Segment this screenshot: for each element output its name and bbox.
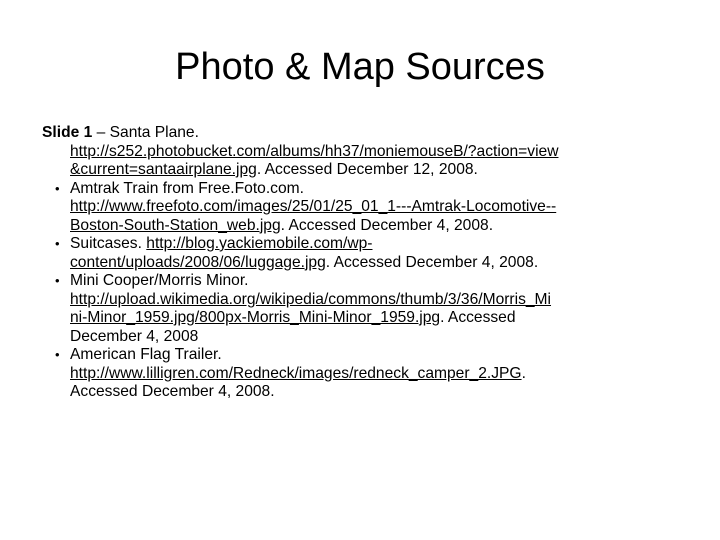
entry-text: Amtrak Train from Free.Foto.com. xyxy=(70,179,304,197)
source-link-amtrak-1[interactable]: http://www.freefoto.com/images/25/01/25_01_1---Amtrak-Locomotive-- xyxy=(70,198,557,215)
entry-accessed: . xyxy=(521,364,526,382)
source-link-amtrak-2[interactable]: Boston-South-Station_web.jpg xyxy=(70,216,281,234)
source-link-santa-plane-2[interactable]: &current=santaairplane.jpg xyxy=(70,161,257,178)
source-link-suitcases-2[interactable]: content/uploads/2008/06/luggage.jpg xyxy=(70,253,326,271)
bullet-icon: • xyxy=(55,180,60,196)
entry-text: American Flag Trailer. xyxy=(70,346,222,363)
entry-accessed-date: December 4, 2008 xyxy=(70,327,199,345)
entry-lead-label: Slide 1 xyxy=(42,124,93,141)
sources-list xyxy=(42,124,682,402)
entry-accessed-date: Accessed December 4, 2008. xyxy=(70,383,275,400)
entry-accessed: . Accessed December 4, 2008. xyxy=(280,216,494,234)
source-entry-amtrak xyxy=(42,180,682,236)
source-entry-flag-trailer xyxy=(42,346,682,402)
source-link-flag-trailer[interactable]: http://www.lilligren.com/Redneck/images/redneck_camper_2.JPG xyxy=(70,364,522,382)
bullet-icon: • xyxy=(55,273,60,288)
entry-text: Suitcases. xyxy=(70,235,147,252)
source-entry-suitcases xyxy=(42,235,682,272)
entry-accessed: . Accessed December 4, 2008. xyxy=(325,253,539,271)
bullet-icon: • xyxy=(55,236,60,251)
entry-accessed: . Accessed December 12, 2008. xyxy=(256,161,478,178)
source-link-santa-plane-1[interactable]: http://s252.photobucket.com/albums/hh37/moniemouseB/?action=view xyxy=(70,142,559,160)
bullet-icon: • xyxy=(55,347,60,362)
entry-accessed: . Accessed xyxy=(440,309,516,326)
source-link-mini-cooper-1[interactable]: http://upload.wikimedia.org/wikipedia/commons/thumb/3/36/Morris_Mi xyxy=(70,290,552,308)
source-entry-mini-cooper xyxy=(42,272,682,346)
entry-text: Mini Cooper/Morris Minor. xyxy=(70,272,249,289)
source-entry-santa-plane xyxy=(42,124,682,180)
slide-title: Photo & Map Sources xyxy=(175,46,545,88)
source-link-mini-cooper-2[interactable]: ni-Minor_1959.jpg/800px-Morris_Mini-Minor_1959.jpg xyxy=(70,309,441,326)
source-link-suitcases-1[interactable]: http://blog.yackiemobile.com/wp- xyxy=(146,235,373,252)
entry-lead-text: – Santa Plane. xyxy=(92,124,199,141)
